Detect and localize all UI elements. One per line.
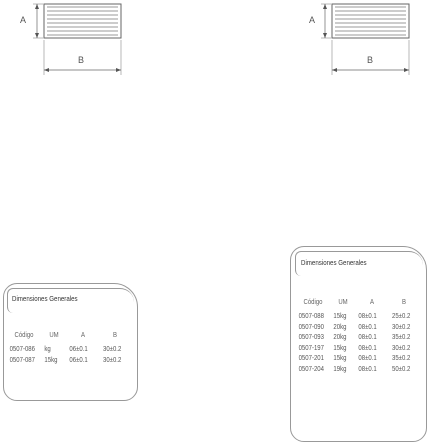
cell-a: 06±0.1 — [69, 344, 88, 353]
column-header-um: UM — [338, 297, 348, 306]
cell-um: 15kg — [333, 311, 347, 320]
dimensions-table — [295, 293, 419, 374]
cell-b: 25±0.2 — [392, 311, 411, 320]
column-header-codigo: Código — [303, 297, 323, 306]
cell-codigo: 0507-088 — [298, 311, 324, 320]
cell-a: 08±0.1 — [358, 342, 377, 352]
dimension-b-label: B — [78, 55, 85, 65]
cell-um: 20kg — [333, 321, 347, 331]
table-row — [295, 332, 419, 343]
cell-um: kg — [44, 344, 51, 353]
cell-b: 30±0.2 — [103, 344, 122, 353]
table-row — [295, 343, 419, 354]
cell-b: 35±0.2 — [392, 353, 411, 362]
column-header-codigo: Código — [14, 330, 34, 339]
cell-a: 08±0.1 — [358, 363, 377, 373]
dimension-b-label: B — [367, 55, 374, 65]
column-header-a: A — [369, 297, 374, 306]
cell-codigo: 0507-086 — [9, 344, 35, 353]
table-row — [6, 355, 130, 366]
dimensions-card-large — [290, 246, 427, 442]
dimension-a-label: A — [309, 15, 316, 25]
cell-codigo: 0507-197 — [298, 342, 324, 352]
cell-b: 30±0.2 — [103, 354, 122, 364]
cell-a: 08±0.1 — [358, 353, 377, 362]
cell-b: 35±0.2 — [392, 332, 411, 341]
dimensions-card-small — [3, 283, 138, 401]
table-row — [295, 311, 419, 322]
dimensions-table — [6, 326, 130, 365]
column-header-um: UM — [49, 330, 59, 339]
card-title: Dimensiones Generales — [301, 258, 367, 267]
cell-b: 30±0.2 — [392, 321, 411, 331]
cell-a: 08±0.1 — [358, 332, 377, 341]
cell-a: 08±0.1 — [358, 311, 377, 320]
cell-codigo: 0507-090 — [298, 321, 324, 331]
table-row — [295, 364, 419, 375]
table-row — [295, 353, 419, 364]
cell-um: 19kg — [333, 363, 347, 373]
table-row — [295, 322, 419, 333]
cell-a: 06±0.1 — [69, 354, 88, 364]
cell-b: 30±0.2 — [392, 342, 411, 352]
column-header-b: B — [401, 297, 406, 306]
card-title: Dimensiones Generales — [12, 294, 78, 303]
cell-um: 15kg — [333, 353, 347, 362]
table-row — [6, 344, 130, 355]
cell-a: 08±0.1 — [358, 321, 377, 331]
cell-codigo: 0507-087 — [9, 354, 35, 364]
dimension-a-label: A — [20, 15, 27, 25]
cell-um: 15kg — [44, 354, 58, 364]
cell-codigo: 0507-093 — [298, 332, 324, 341]
cell-um: 20kg — [333, 332, 347, 341]
cell-um: 15kg — [333, 342, 347, 352]
column-header-b: B — [112, 330, 117, 339]
cell-codigo: 0507-204 — [298, 363, 324, 373]
cell-b: 50±0.2 — [392, 363, 411, 373]
cell-codigo: 0507-201 — [298, 353, 324, 362]
column-header-a: A — [80, 330, 85, 339]
